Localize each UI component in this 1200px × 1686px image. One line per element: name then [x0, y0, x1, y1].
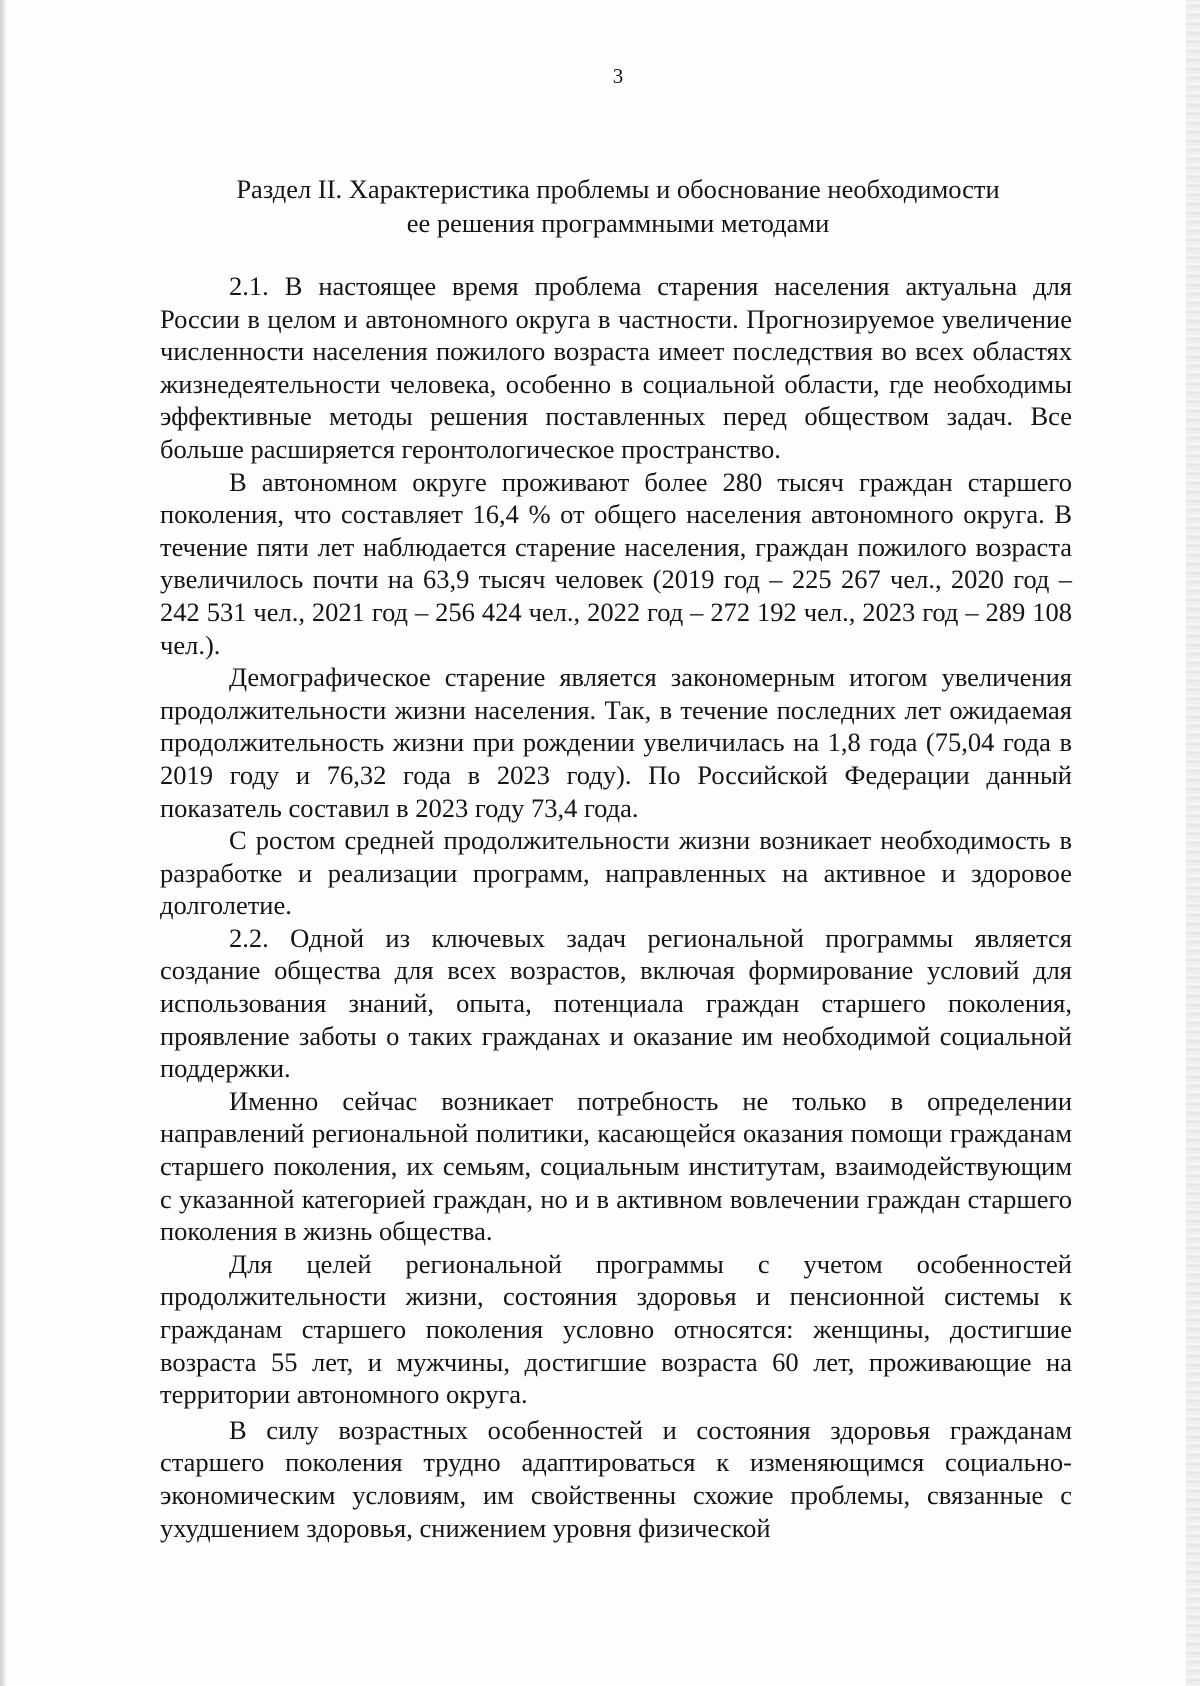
- section-heading-line-1: Раздел II. Характеристика проблемы и обоснование необходимости: [236, 174, 1000, 204]
- scan-edge-right: [1186, 0, 1200, 1686]
- paragraph-adaptation: В силу возрастных особенностей и состояния здоровья гражданам старшего поколения трудно адаптироваться к изменяющимся социально-экономическим условиям, им свойственны схожие проблемы, связанные с ухудшением здоровья, снижением уровня физической: [160, 1414, 1072, 1543]
- paragraph-life-expectancy: Демографическое старение является закономерным итогом увеличения продолжительности жизни населения. Так, в течение последних лет ожидаемая продолжительность жизни при рождении увеличилась на 1,8 года (75,04 года в 2019 году и 76,32 года в 2023 году). По Российской Федерации данный показатель составил в 2023 году 73,4 года.: [160, 662, 1072, 823]
- scan-edge-left: [0, 0, 6, 1686]
- section-heading: [160, 172, 1076, 240]
- paragraph-2-1: 2.1. В настоящее время проблема старения населения актуальна для России в целом и автономного округа в частности. Прогнозируемое увеличение численности населения пожилого возраста имеет последствия во всех областях жизнедеятельности человека, особенно в социальной области, где необходимы эффективные методы решения поставленных перед обществом задач. Все больше расширяется геронтологическое пространство.: [160, 271, 1072, 464]
- body-text: [160, 270, 1072, 1544]
- paragraph-2-2: 2.2. Одной из ключевых задач региональной программы является создание общества для всех возрастов, включая формирование условий для использования знаний, опыта, потенциала граждан старшего поколения, проявление заботы о таких гражданах и оказание им необходимой социальной поддержки.: [160, 922, 1072, 1084]
- paragraph-age-definition: Для целей региональной программы с учетом особенностей продолжительности жизни, состояния здоровья и пенсионной системы к гражданам старшего поколения условно относятся: женщины, достигшие возраста 55 лет, и мужчины, достигшие возраста 60 лет, проживающие на территории автономного округа.: [160, 1248, 1072, 1410]
- paragraph-regional-policy: Именно сейчас возникает потребность не только в определении направлений региональной политики, касающейся оказания помощи гражданам старшего поколения, их семьям, социальным институтам, взаимодействующим с указанной категорией граждан, но и в активном вовлечении граждан старшего поколения в жизнь общества.: [160, 1085, 1072, 1247]
- section-heading-line-2: ее решения программными методами: [406, 208, 830, 238]
- page-number: 3: [612, 64, 624, 88]
- paragraph-longevity-programs: С ростом средней продолжительности жизни возникает необходимость в разработке и реализации программ, направленных на активное и здоровое долголетие.: [160, 825, 1072, 921]
- paragraph-population-count: В автономном округе проживают более 280 тысяч граждан старшего поколения, что составляет 16,4 % от общего населения автономного округа. В течение пяти лет наблюдается старение населения, граждан пожилого возраста увеличилось почти на 63,9 тысяч человек (2019 год – 225 267 чел., 2020 год – 242 531 чел., 2021 год – 256 424 чел., 2022 год – 272 192 чел., 2023 год – 289 108 чел.).: [160, 466, 1072, 660]
